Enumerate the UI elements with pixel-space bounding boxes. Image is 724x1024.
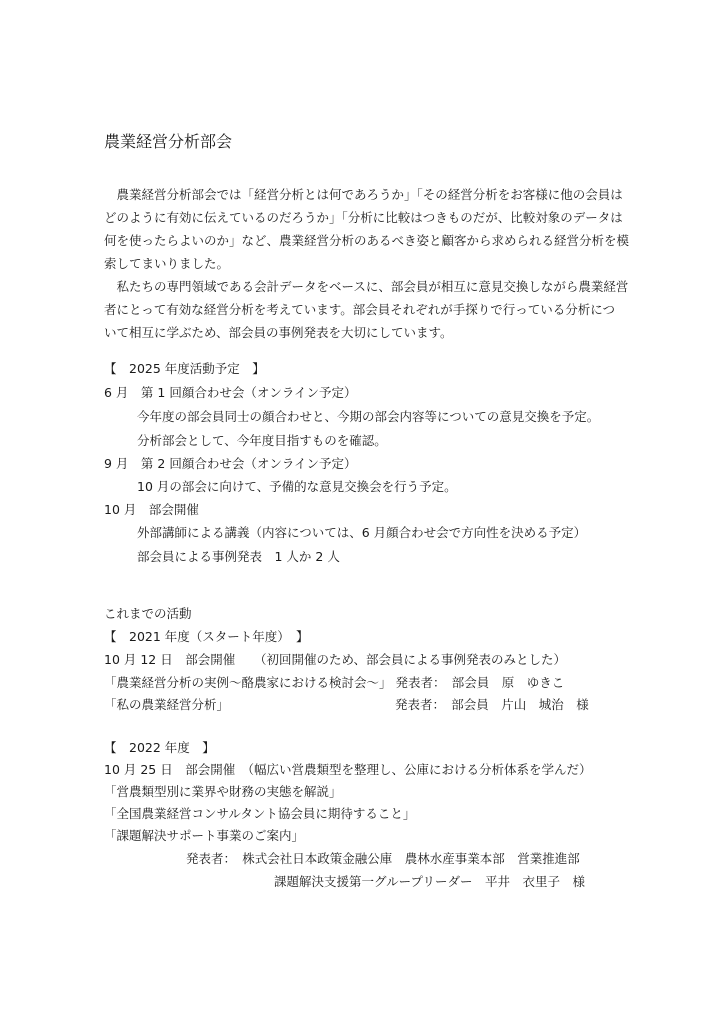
plan-sep-detail-1: 10 月の部会に向けて、予備的な意見交換会を行う予定。 xyxy=(137,479,457,494)
plan-oct-detail-2: 部会員による事例発表 1 人か 2 人 xyxy=(137,549,340,564)
history-2022-talk-1: 「営農類型別に業界や財務の実態を解説」 xyxy=(104,784,342,799)
intro-line-7: いて相互に学ぶため、部会員の事例発表を大切にしています。 xyxy=(104,325,453,340)
plan-june-heading: 6 月 第 1 回顔合わせ会（オンライン予定） xyxy=(104,385,357,400)
intro-line-6: 者にとって有効な経営分析を考えています。部会員それぞれが手探りで行っている分析につ xyxy=(104,302,616,317)
history-2022-talk-3: 「課題解決サポート事業のご案内」 xyxy=(104,828,305,843)
intro-line-3: 何を使ったらよいのか」など、農業経営分析のあるべき姿と顧客から求められる経営分析を模 xyxy=(104,233,630,248)
intro-line-1: 農業経営分析部会では「経営分析とは何であろうか」「その経営分析をお客様に他の会員は xyxy=(104,187,623,202)
page-title: 農業経営分析部会 xyxy=(104,132,233,151)
history-heading: これまでの活動 xyxy=(104,606,192,621)
plan-sep-heading: 9 月 第 2 回顔合わせ会（オンライン予定） xyxy=(104,456,357,471)
history-2021-heading: 【 2021 年度（スタート年度） 】 xyxy=(104,629,309,644)
history-2022-talk-2: 「全国農業経営コンサルタント協会員に期待すること」 xyxy=(104,806,416,821)
history-2021-talk-2-presenter: 発表者： 部会員 片山 城治 様 xyxy=(395,697,589,712)
history-2022-presenter-2: 課題解決支援第一グループリーダー 平井 衣里子 様 xyxy=(274,874,586,889)
plan-june-detail-1: 今年度の部会員同士の顔合わせと、今期の部会内容等についての意見交換を予定。 xyxy=(137,409,600,424)
history-2022-meeting: 10 月 25 日 部会開催 （幅広い営農類型を整理し、公庫における分析体系を学んだ） xyxy=(104,762,592,777)
history-2022-heading: 【 2022 年度 】 xyxy=(104,740,215,755)
history-2021-meeting: 10 月 12 日 部会開催 （初回開催のため、部会員による事例発表のみとした） xyxy=(104,652,566,667)
plan-june-detail-2: 分析部会として、今年度目指すものを確認。 xyxy=(137,433,387,448)
history-2021-talk-2-title: 「私の農業経営分析」 xyxy=(104,697,230,712)
intro-line-5: 私たちの専門領域である会計データをベースに、部会員が相互に意見交換しながら農業経営 xyxy=(104,279,629,294)
plan-oct-detail-1: 外部講師による講義（内容については、6 月顔合わせ会で方向性を決める予定） xyxy=(137,525,587,540)
history-2022-presenter-1: 発表者： 株式会社日本政策金融公庫 農林水産事業本部 営業推進部 xyxy=(186,851,580,866)
history-2021-talk-1: 「農業経営分析の実例～酪農家における検討会～」 発表者： 部会員 原 ゆきこ xyxy=(104,675,565,690)
plan-heading: 【 2025 年度活動予定 】 xyxy=(104,361,265,376)
intro-line-2: どのように有効に伝えているのだろうか」「分析に比較はつきものだが、比較対象のデータは xyxy=(104,210,623,225)
plan-oct-heading: 10 月 部会開催 xyxy=(104,502,199,517)
intro-line-4: 索してまいりました。 xyxy=(104,256,230,271)
